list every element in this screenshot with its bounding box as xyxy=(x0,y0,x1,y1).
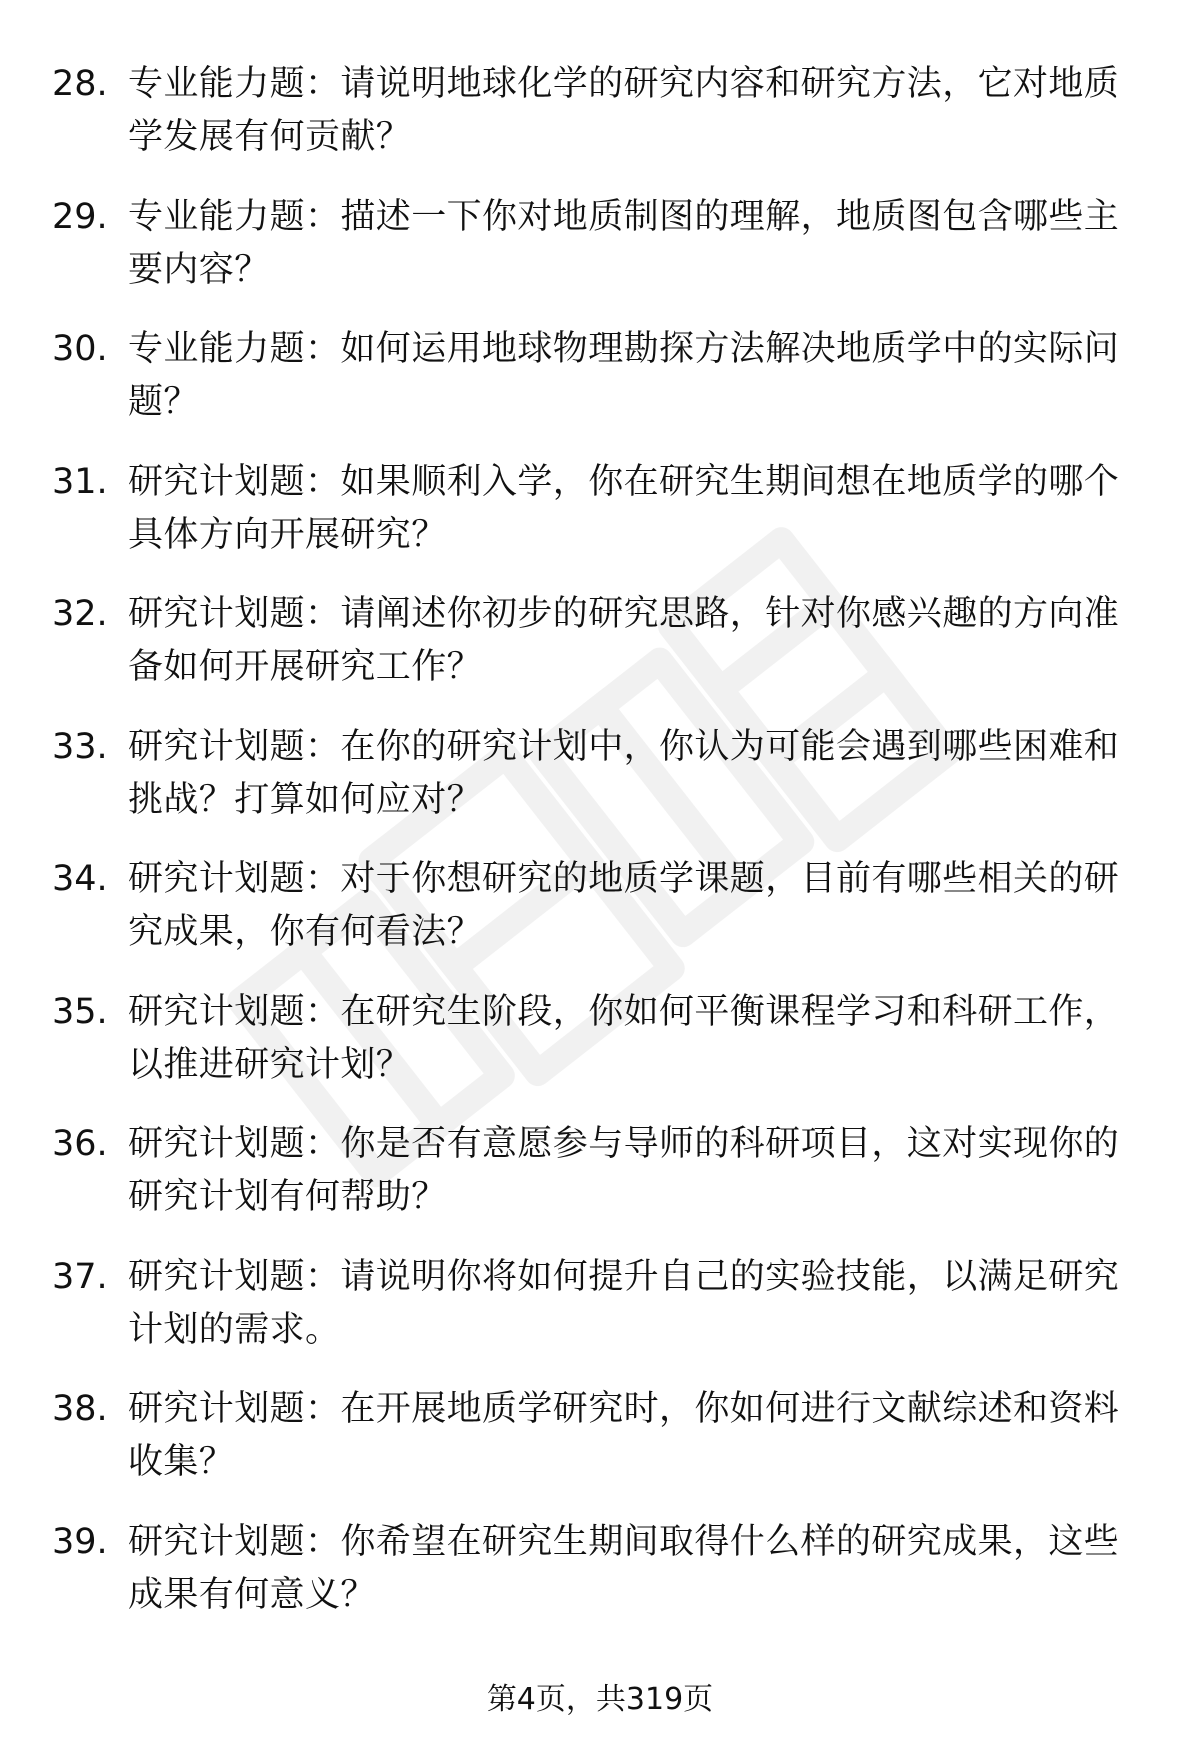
question-text: 研究计划题：在研究生阶段，你如何平衡课程学习和科研工作，以推进研究计划？ xyxy=(128,991,1120,1085)
question-number: 38. xyxy=(52,1389,108,1429)
question-number: 34. xyxy=(52,859,108,899)
question-text: 专业能力题：描述一下你对地质制图的理解，地质图包含哪些主要内容？ xyxy=(128,196,1120,290)
question-number: 39. xyxy=(52,1521,108,1562)
page-footer: 第4页，共319页 xyxy=(486,1682,714,1717)
question-text: 研究计划题：你希望在研究生期间取得什么样的研究成果，这些成果有何意义？ xyxy=(128,1521,1120,1615)
question-number: 29. xyxy=(52,196,108,237)
question-number: 35. xyxy=(52,991,108,1032)
question-text: 研究计划题：对于你想研究的地质学课题，目前有哪些相关的研究成果，你有何看法？ xyxy=(128,859,1120,952)
question-item xyxy=(52,721,1142,854)
question-text: 研究计划题：请说明你将如何提升自己的实验技能，以满足研究计划的需求。 xyxy=(128,1256,1120,1350)
question-item xyxy=(52,1383,1142,1516)
question-item xyxy=(52,191,1142,324)
question-number: 37. xyxy=(52,1256,108,1297)
question-item xyxy=(52,853,1142,986)
question-text: 研究计划题：在开展地质学研究时，你如何进行文献综述和资料收集？ xyxy=(128,1389,1120,1482)
question-item xyxy=(52,1118,1142,1251)
question-number: 31. xyxy=(52,461,108,502)
question-text: 专业能力题：请说明地球化学的研究内容和研究方法，它对地质学发展有何贡献？ xyxy=(128,64,1120,157)
question-text: 研究计划题：如果顺利入学，你在研究生期间想在地质学的哪个具体方向开展研究？ xyxy=(128,461,1120,555)
question-number: 33. xyxy=(52,726,108,767)
question-item xyxy=(52,986,1142,1119)
question-item xyxy=(52,588,1142,721)
question-item xyxy=(52,1516,1142,1649)
question-number: 30. xyxy=(52,329,108,369)
question-text: 研究计划题：你是否有意愿参与导师的科研项目，这对实现你的研究计划有何帮助？ xyxy=(128,1124,1120,1217)
question-number: 32. xyxy=(52,594,108,634)
question-item xyxy=(52,323,1142,456)
question-list xyxy=(52,58,1142,1648)
question-item xyxy=(52,1251,1142,1384)
question-text: 研究计划题：在你的研究计划中，你认为可能会遇到哪些困难和挑战？打算如何应对？ xyxy=(128,726,1120,820)
question-number: 28. xyxy=(52,64,108,104)
question-item xyxy=(52,58,1142,191)
question-text: 专业能力题：如何运用地球物理勘探方法解决地质学中的实际问题？ xyxy=(128,329,1120,422)
question-text: 研究计划题：请阐述你初步的研究思路，针对你感兴趣的方向准备如何开展研究工作？ xyxy=(128,594,1120,687)
question-number: 36. xyxy=(52,1124,108,1164)
question-item xyxy=(52,456,1142,589)
